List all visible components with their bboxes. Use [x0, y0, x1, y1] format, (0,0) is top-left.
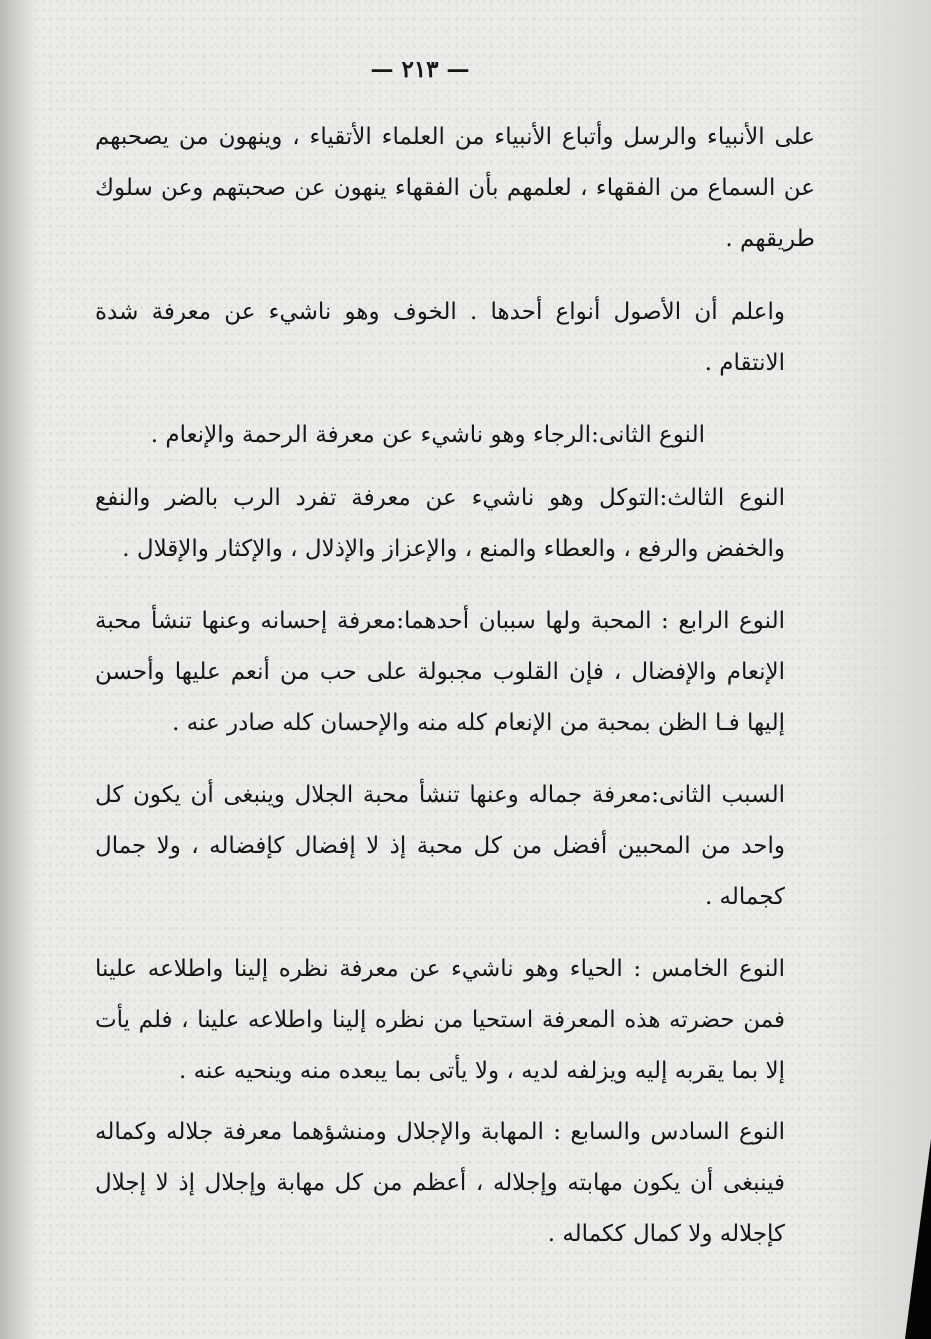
- page-left-shadow: [0, 0, 38, 1339]
- paragraph-awe: النوع السادس والسابع : المهابة والإجلال ومنشؤهما معرفة جلاله وكماله فينبغى أن يكون مهابته وإجلاله ، أعظم من كل مهابة وإجلال إذ لا إجلال كإجلاله ولا كمال ككماله .: [95, 1119, 785, 1247]
- binding-corner-mark: [905, 1139, 931, 1339]
- paragraph-second-cause: السبب الثانى:معرفة جماله وعنها تنشأ محبة الجلال وينبغى أن يكون كل واحد من المحبين أفضل من كل محبة إذ لا إفضال كإفضاله ، ولا جمال كجماله .: [95, 782, 785, 910]
- paragraph-hope: النوع الثانى:الرجاء وهو ناشيء عن معرفة الرحمة والإنعام .: [150, 422, 705, 448]
- page-body: [95, 112, 815, 1260]
- paragraph-fear: واعلم أن الأصول أنواع أحدها . الخوف وهو ناشيء عن معرفة شدة الانتقام .: [95, 299, 785, 376]
- paragraph-love: النوع الرابع : المحبة ولها سببان أحدهما:معرفة إحسانه وعنها تنشأ محبة الإنعام والإفضال ، فإن القلوب مجبولة على حب من أنعم عليها وأحسن إليها فـا الظن بمحبة من الإنعام كله منه والإحسان كله صادر عنه .: [95, 608, 785, 736]
- paragraph-prophets: على الأنبياء والرسل وأتباع الأنبياء من العلماء الأتقياء ، وينهون من يصحبهم عن السماع من الفقهاء ، لعلمهم بأن الفقهاء ينهون عن صحبتهم وعن سلوك طريقهم .: [95, 124, 815, 252]
- paragraph-modesty: النوع الخامس : الحياء وهو ناشيء عن معرفة نظره إلينا واطلاعه علينا فمن حضرته هذه المعرفة استحيا من نظره إلينا واطلاعه علينا ، فلم يأت إلا بما يقربه إليه ويزلفه لديه ، ولا يأتى بما يبعده منه وينحيه عنه .: [95, 956, 785, 1084]
- paragraph-reliance: النوع الثالث:التوكل وهو ناشيء عن معرفة تفرد الرب بالضر والنفع والخفض والرفع ، والعطاء والمنع ، والإعزاز والإذلال ، والإكثار والإقلال .: [95, 485, 785, 562]
- page-number: — ٢١٣ —: [370, 56, 470, 83]
